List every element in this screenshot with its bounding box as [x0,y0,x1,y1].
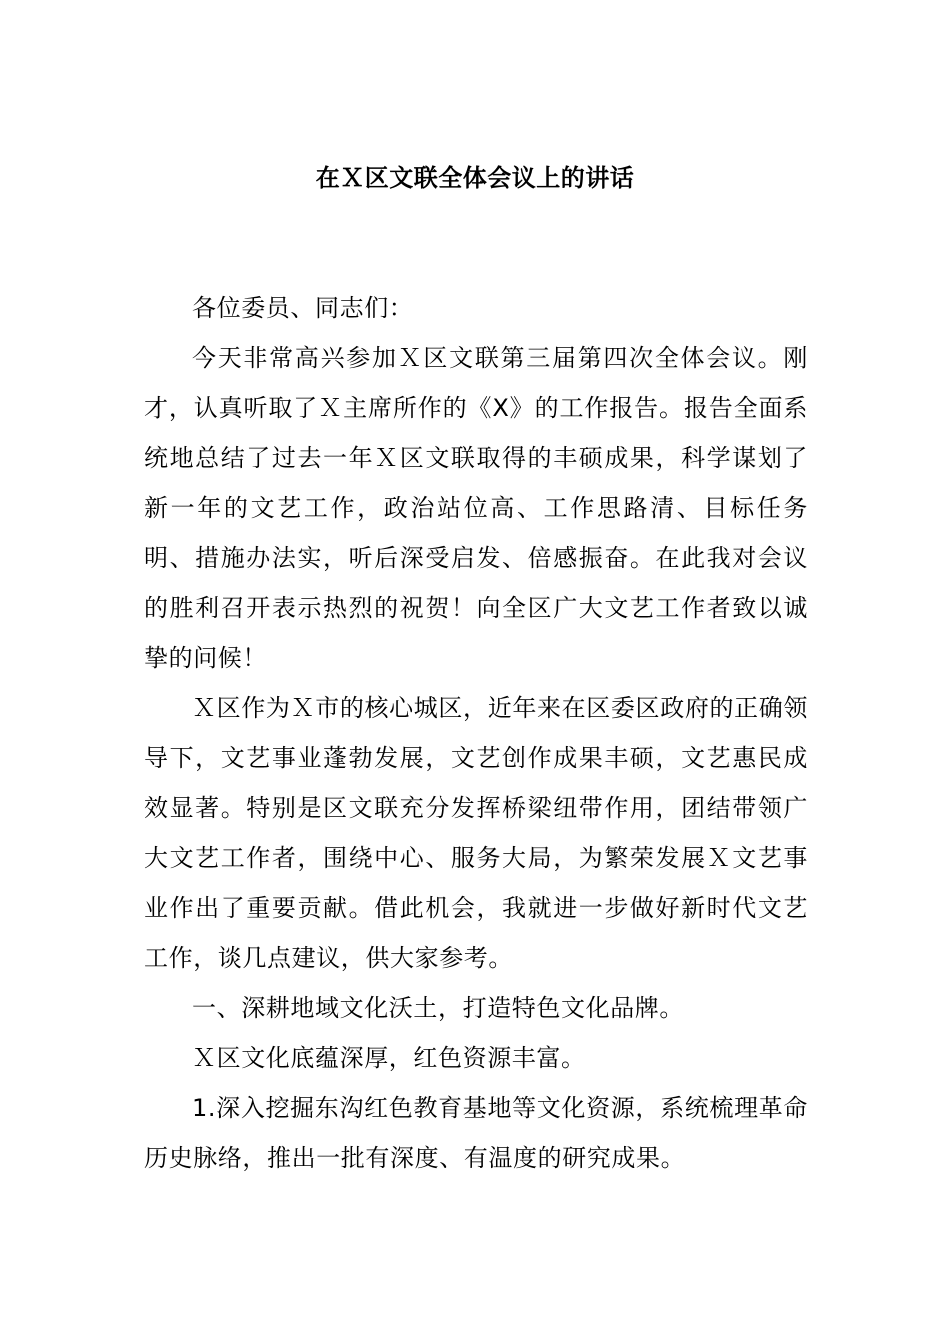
paragraph-culture-foundation: Ｘ区文化底蕴深厚，红色资源丰富。 [192,1044,586,1072]
paragraph-district-overview: Ｘ区作为Ｘ市的核心城区，近年来在区委区政府的正确领导下，文艺事业蓬勃发展，文艺创作成果丰硕，文艺惠民成效显著。特别是区文联充分发挥桥梁纽带作用，团结带领广大文艺工作者，围绕中心、服务大局，为繁荣发展Ｘ文艺事业作出了重要贡献。借此机会，我就进一步做好新时代文艺工作，谈几点建议，供大家参考。 [144,694,808,972]
document-title: 在Ｘ区文联全体会议上的讲话 [315,164,635,192]
section-heading-one: 一、深耕地域文化沃土，打造特色文化品牌。 [192,994,684,1022]
list-item-1: 1.深入挖掘东沟红色教育基地等文化资源，系统梳理革命历史脉络，推出一批有深度、有温度的研究成果。 [144,1094,808,1172]
paragraph-opening: 今天非常高兴参加Ｘ区文联第三届第四次全体会议。刚才，认真听取了Ｘ主席所作的《X》的工作报告。报告全面系统地总结了过去一年Ｘ区文联取得的丰硕成果，科学谋划了新一年的文艺工作，政治站位高、工作思路清、目标任务明、措施办法实，听后深受启发、倍感振奋。在此我对会议的胜利召开表示热烈的祝贺！向全区广大文艺工作者致以诚挚的问候！ [144,344,808,672]
document-body [144,283,808,1183]
paragraph-salutation: 各位委员、同志们： [192,294,414,322]
